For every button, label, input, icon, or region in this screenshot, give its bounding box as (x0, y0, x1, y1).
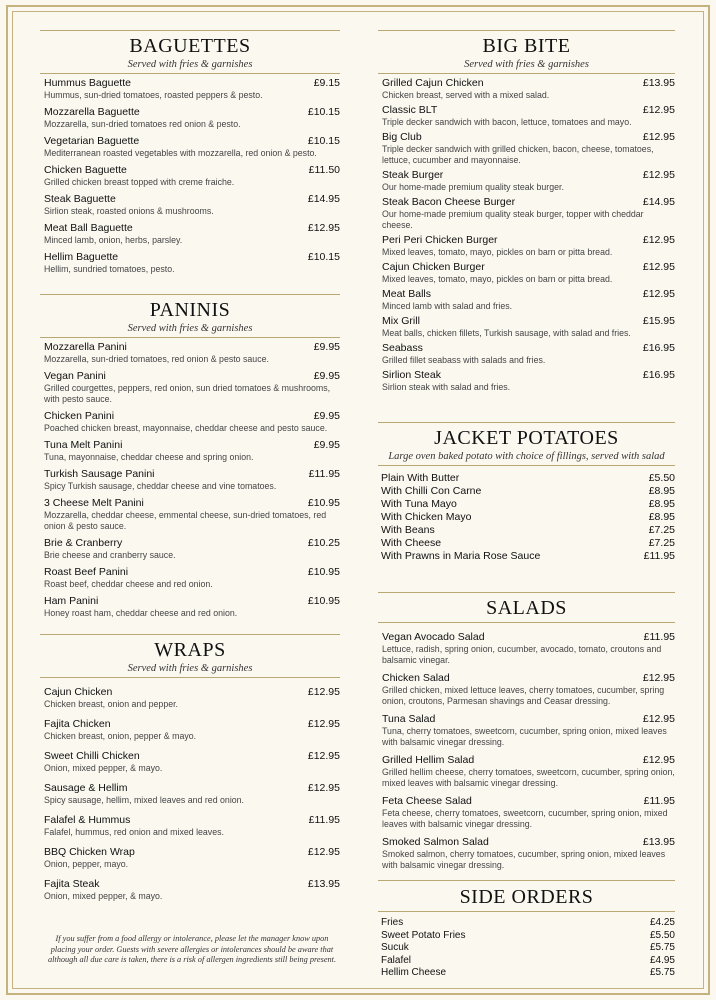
item-name: Brie & Cranberry (44, 537, 123, 549)
left-column (40, 30, 340, 910)
menu-item (381, 550, 675, 563)
menu-item (44, 846, 340, 870)
item-name: Meat Ball Baguette (44, 222, 133, 234)
menu-item (44, 878, 340, 902)
item-name: Steak Burger (382, 169, 444, 181)
section-top-rule (378, 422, 675, 423)
item-name: With Chilli Con Carne (381, 485, 482, 497)
item-name: With Tuna Mayo (381, 498, 457, 510)
item-description: Grilled courgettes, peppers, red onion, sun dried tomatoes & mushrooms, with pesto sauce. (44, 383, 331, 404)
item-name: Grilled Hellim Salad (382, 754, 475, 766)
menu-item-row (44, 222, 340, 235)
menu-item-row (44, 370, 340, 383)
menu-item-row (382, 131, 675, 144)
item-description: Grilled chicken breast topped with creme fraiche. (44, 177, 235, 187)
section-wraps (40, 634, 340, 902)
item-price: £7.25 (648, 524, 675, 536)
item-description: Triple decker sandwich with grilled chicken, bacon, cheese, tomatoes, lettuce, cucumber and mayonnaise. (382, 144, 654, 165)
item-price: £4.95 (649, 954, 675, 966)
item-name: With Cheese (381, 537, 442, 549)
item-name: With Chicken Mayo (381, 511, 472, 523)
item-description: Onion, mixed pepper, & mayo. (44, 891, 163, 901)
item-description: Sirlion steak, roasted onions & mushrooms. (44, 206, 214, 216)
menu-item-row (382, 169, 675, 182)
section-title: SALADS (378, 597, 675, 623)
menu-item (44, 135, 340, 159)
item-name: Steak Baguette (44, 193, 116, 205)
menu-item (44, 439, 340, 463)
item-description: Hellim, sundried tomatoes, pesto. (44, 264, 175, 274)
section-title: BAGUETTES (129, 35, 251, 57)
menu-item (381, 511, 675, 524)
item-price: £9.95 (313, 341, 340, 353)
item-price: £13.95 (642, 77, 675, 89)
menu-item (44, 686, 340, 710)
menu-item (44, 566, 340, 590)
item-name: Turkish Sausage Panini (44, 468, 155, 480)
section-top-rule (40, 294, 340, 295)
item-name: Fries (381, 917, 404, 928)
item-price: £10.95 (307, 566, 340, 578)
item-description: Tuna, mayonnaise, cheddar cheese and spring onion. (44, 452, 254, 462)
item-price: £12.95 (307, 782, 340, 794)
item-description: Our home-made premium quality steak burger, topper with cheddar cheese. (382, 209, 644, 230)
menu-item-row (44, 77, 340, 90)
item-price: £8.95 (648, 485, 675, 497)
menu-item-row (44, 537, 340, 550)
menu-item (44, 164, 340, 188)
menu-item (381, 537, 675, 550)
item-description: Grilled chicken, mixed lettuce leaves, cherry tomatoes, cucumber, spring onion, croutons, Parmesan shavings and Ceasar dressing. (382, 685, 665, 706)
item-name: Cajun Chicken Burger (382, 261, 485, 273)
item-name: Chicken Panini (44, 410, 115, 422)
item-list (40, 686, 340, 902)
item-price: £10.15 (307, 106, 340, 118)
section-baguettes (40, 30, 340, 294)
item-description: Poached chicken breast, mayonnaise, cheddar cheese and pesto sauce. (44, 423, 328, 433)
menu-item (382, 631, 675, 666)
menu-item-row (382, 754, 675, 767)
menu-item (382, 77, 675, 101)
item-list (40, 77, 340, 275)
item-name: Tuna Salad (382, 713, 436, 725)
menu-item (382, 369, 675, 393)
item-name: Chicken Baguette (44, 164, 127, 176)
item-name: Sweet Potato Fries (381, 929, 466, 941)
menu-item (382, 672, 675, 707)
item-description: Our home-made premium quality steak burger. (382, 182, 564, 192)
item-description: Hummus, sun-dried tomatoes, roasted peppers & pesto. (44, 90, 263, 100)
item-price: £12.95 (307, 846, 340, 858)
item-price: £12.95 (642, 288, 675, 300)
menu-item-row (382, 234, 675, 247)
menu-item (44, 222, 340, 246)
menu-item (382, 754, 675, 789)
item-price: £9.95 (313, 410, 340, 422)
item-description: Falafel, hummus, red onion and mixed leaves. (44, 827, 224, 837)
section-top-rule (378, 30, 675, 31)
menu-item-row (44, 193, 340, 206)
menu-item (382, 713, 675, 748)
item-name: Classic BLT (382, 104, 438, 116)
item-list (378, 77, 675, 393)
menu-item (44, 468, 340, 492)
menu-item (382, 315, 675, 339)
menu-item-row (382, 288, 675, 301)
menu-item-row (382, 196, 675, 209)
section-paninis (40, 294, 340, 634)
item-price: £12.95 (642, 104, 675, 116)
item-name: Sirlion Steak (382, 369, 441, 381)
menu-item (44, 537, 340, 561)
item-price: £5.50 (649, 929, 675, 941)
item-price: £5.50 (648, 472, 675, 484)
menu-item (44, 782, 340, 806)
item-name: Sausage & Hellim (44, 782, 128, 794)
section-salads (378, 592, 675, 880)
item-price: £12.95 (642, 234, 675, 246)
section-title: JACKET POTATOES (434, 427, 619, 449)
menu-item-row (382, 369, 675, 382)
item-description: Lettuce, radish, spring onion, cucumber, avocado, tomato, croutons and balsamic vinegar. (382, 644, 662, 665)
section-subtitle: Served with fries & garnishes (40, 322, 340, 338)
menu-item (44, 410, 340, 434)
item-price: £12.95 (642, 754, 675, 766)
item-name: With Prawns in Maria Rose Sauce (381, 550, 541, 562)
menu-item (381, 472, 675, 485)
menu-item (381, 967, 675, 980)
item-price: £13.95 (642, 836, 675, 848)
section-top-rule (378, 880, 675, 881)
item-name: Falafel & Hummus (44, 814, 131, 826)
item-price: £10.15 (307, 135, 340, 147)
section-subtitle: Large oven baked potato with choice of fillings, served with salad (378, 450, 675, 466)
item-name: Ham Panini (44, 595, 99, 607)
item-price: £10.15 (307, 251, 340, 263)
item-price: £9.95 (313, 439, 340, 451)
item-name: Peri Peri Chicken Burger (382, 234, 498, 246)
item-description: Mozzarella, cheddar cheese, emmental cheese, sun-dried tomatoes, red onion & pesto sauce. (44, 510, 327, 531)
item-price: £13.95 (307, 878, 340, 890)
item-name: Sweet Chilli Chicken (44, 750, 140, 762)
item-description: Brie cheese and cranberry sauce. (44, 550, 176, 560)
item-price: £5.75 (649, 967, 675, 978)
item-name: Cajun Chicken (44, 686, 113, 698)
item-name: BBQ Chicken Wrap (44, 846, 135, 858)
item-description: Feta cheese, cherry tomatoes, sweetcorn, cucumber, spring onion, mixed leaves with balsamic vinegar dressing. (382, 808, 668, 829)
item-description: Mixed leaves, tomato, mayo, pickles on barn or pitta bread. (382, 274, 613, 284)
item-name: Falafel (381, 954, 412, 966)
section-subtitle: Served with fries & garnishes (40, 662, 340, 678)
menu-item (381, 485, 675, 498)
item-price: £11.95 (308, 468, 340, 480)
item-name: Sucuk (381, 942, 409, 953)
item-price: £12.95 (642, 261, 675, 273)
item-description: Meat balls, chicken fillets, Turkish sausage, with salad and fries. (382, 328, 631, 338)
menu-item-row (44, 468, 340, 481)
section-jacket-potatoes (378, 422, 675, 592)
menu-item (44, 106, 340, 130)
item-price: £12.95 (642, 713, 675, 725)
item-description: Minced lamb with salad and fries. (382, 301, 513, 311)
menu-item-row (382, 104, 675, 117)
item-description: Spicy Turkish sausage, cheddar cheese and vine tomatoes. (44, 481, 277, 491)
item-price: £14.95 (307, 193, 340, 205)
menu-item (382, 795, 675, 830)
item-price: £4.25 (649, 917, 675, 928)
menu-item (44, 193, 340, 217)
item-description: Chicken breast, onion and pepper. (44, 699, 179, 709)
item-price: £11.95 (643, 795, 675, 807)
menu-item (381, 498, 675, 511)
section-side-orders (378, 880, 675, 980)
item-description: Sirlion steak with salad and fries. (382, 382, 511, 392)
menu-item-row (44, 439, 340, 452)
menu-item (382, 131, 675, 166)
item-description: Grilled fillet seabass with salads and fries. (382, 355, 546, 365)
item-name: Mozzarella Panini (44, 341, 127, 353)
menu-item (381, 524, 675, 537)
menu-item-row (44, 410, 340, 423)
item-name: Fajita Steak (44, 878, 100, 890)
menu-item-row (44, 497, 340, 510)
item-name: Vegetarian Baguette (44, 135, 140, 147)
item-price: £10.25 (307, 537, 340, 549)
item-price: £11.50 (308, 164, 340, 176)
menu-item (382, 836, 675, 871)
menu-item-row (382, 672, 675, 685)
menu-item (381, 942, 675, 955)
menu-item-row (44, 566, 340, 579)
item-list (378, 917, 675, 980)
menu-item (382, 169, 675, 193)
item-price: £12.95 (307, 718, 340, 730)
menu-item-row (44, 750, 340, 763)
menu-item-row (44, 718, 340, 731)
menu-item (382, 288, 675, 312)
menu-item (44, 341, 340, 365)
item-name: Seabass (382, 342, 423, 354)
item-list (378, 631, 675, 871)
menu-item-row (44, 135, 340, 148)
menu-item-row (44, 782, 340, 795)
item-name: Big Club (382, 131, 422, 143)
menu-item (44, 814, 340, 838)
menu-item (381, 917, 675, 930)
menu-item-row (44, 878, 340, 891)
menu-item (382, 196, 675, 231)
menu-item-row (382, 795, 675, 808)
item-price: £12.95 (307, 686, 340, 698)
item-name: Vegan Panini (44, 370, 106, 382)
item-price: £11.95 (643, 631, 675, 643)
section-title: SIDE ORDERS (378, 886, 675, 912)
menu-item (381, 955, 675, 968)
right-column (378, 30, 675, 980)
item-name: Chicken Salad (382, 672, 450, 684)
item-price: £12.95 (307, 750, 340, 762)
item-name: Fajita Chicken (44, 718, 111, 730)
item-list (40, 341, 340, 619)
item-name: Grilled Cajun Chicken (382, 77, 484, 89)
item-description: Smoked salmon, cherry tomatoes, cucumber, spring onion, mixed leaves with balsamic vinegar dressing. (382, 849, 666, 870)
menu-item-row (382, 836, 675, 849)
section-title: WRAPS (154, 639, 226, 661)
menu-item-row (382, 77, 675, 90)
item-price: £12.95 (642, 131, 675, 143)
item-price: £10.95 (307, 595, 340, 607)
menu-item (44, 251, 340, 275)
item-description: Honey roast ham, cheddar cheese and red onion. (44, 608, 238, 618)
item-price: £8.95 (648, 511, 675, 523)
item-name: Mozzarella Baguette (44, 106, 140, 118)
item-description: Minced lamb, onion, herbs, parsley. (44, 235, 183, 245)
item-price: £9.15 (313, 77, 340, 89)
item-price: £14.95 (642, 196, 675, 208)
menu-item (382, 342, 675, 366)
item-price: £16.95 (642, 342, 675, 354)
item-price: £5.75 (649, 942, 675, 953)
menu-item-row (382, 713, 675, 726)
item-price: £8.95 (648, 498, 675, 510)
item-description: Tuna, cherry tomatoes, sweetcorn, cucumber, spring onion, mixed leaves with balsamic vinegar dressing. (382, 726, 667, 747)
section-subtitle: Served with fries & garnishes (378, 58, 675, 74)
item-price: £12.95 (642, 672, 675, 684)
menu-item-row (382, 631, 675, 644)
section-title: PANINIS (149, 299, 231, 321)
menu-item-row (44, 251, 340, 264)
item-description: Mediterranean roasted vegetables with mozzarella, red onion & pesto. (44, 148, 317, 158)
item-name: Vegan Avocado Salad (382, 631, 485, 643)
item-price: £11.95 (308, 814, 340, 826)
menu-item-row (44, 106, 340, 119)
item-description: Mozzarella, sun-dried tomatoes, red onion & pesto sauce. (44, 354, 269, 364)
item-name: Mix Grill (382, 315, 420, 327)
menu-item (44, 595, 340, 619)
item-price: £15.95 (642, 315, 675, 327)
item-name: Steak Bacon Cheese Burger (382, 196, 516, 208)
item-description: Grilled hellim cheese, cherry tomatoes, sweetcorn, cucumber, spring onion, mixed leaves with balsamic vinegar dressing. (382, 767, 675, 788)
menu-item-row (44, 814, 340, 827)
menu-item (382, 234, 675, 258)
section-top-rule (378, 592, 675, 593)
menu-item (44, 370, 340, 405)
menu-item (44, 497, 340, 532)
item-description: Roast beef, cheddar cheese and red onion. (44, 579, 213, 589)
item-list (378, 472, 675, 563)
menu-item (382, 104, 675, 128)
menu-item-row (44, 595, 340, 608)
menu-item (44, 750, 340, 774)
item-description: Spicy sausage, hellim, mixed leaves and red onion. (44, 795, 244, 805)
item-price: £12.95 (307, 222, 340, 234)
item-name: Smoked Salmon Salad (382, 836, 489, 848)
item-name: Hellim Cheese (381, 967, 447, 978)
item-description: Triple decker sandwich with bacon, lettuce, tomatoes and mayo. (382, 117, 632, 127)
item-name: With Beans (381, 524, 435, 536)
item-name: Tuna Melt Panini (44, 439, 123, 451)
menu-item (44, 77, 340, 101)
menu-item (382, 261, 675, 285)
section-top-rule (40, 634, 340, 635)
section-top-rule (40, 30, 340, 31)
menu-item (381, 930, 675, 943)
menu-item-row (382, 261, 675, 274)
item-name: Feta Cheese Salad (382, 795, 472, 807)
item-price: £12.95 (642, 169, 675, 181)
section-big-bite (378, 30, 675, 422)
item-description: Chicken breast, served with a mixed salad. (382, 90, 550, 100)
item-name: Plain With Butter (381, 472, 460, 484)
item-description: Mozzarella, sun-dried tomatoes red onion & pesto. (44, 119, 241, 129)
item-name: Roast Beef Panini (44, 566, 129, 578)
section-title: BIG BITE (482, 35, 571, 57)
menu-item-row (44, 164, 340, 177)
item-description: Mixed leaves, tomato, mayo, pickles on barn or pitta bread. (382, 247, 613, 257)
item-price: £9.95 (313, 370, 340, 382)
menu-item-row (382, 342, 675, 355)
item-name: 3 Cheese Melt Panini (44, 497, 144, 509)
item-name: Meat Balls (382, 288, 432, 300)
section-subtitle: Served with fries & garnishes (40, 58, 340, 74)
menu-item-row (44, 846, 340, 859)
item-description: Onion, pepper, mayo. (44, 859, 129, 869)
menu-item-row (44, 686, 340, 699)
item-name: Hellim Baguette (44, 251, 119, 263)
allergy-note: If you suffer from a food allergy or intolerance, please let the manager know upon placing your order. Guests with severe allergies or intolerances should be aware that although all due care is taken, there is a risk of allergen ingredients still being present. (47, 934, 337, 964)
item-name: Hummus Baguette (44, 77, 131, 89)
item-description: Onion, mixed pepper, & mayo. (44, 763, 163, 773)
item-price: £10.95 (307, 497, 340, 509)
menu-item-row (382, 315, 675, 328)
item-price: £16.95 (642, 369, 675, 381)
item-price: £7.25 (648, 537, 675, 549)
menu-item (44, 718, 340, 742)
menu-item-row (44, 341, 340, 354)
item-description: Chicken breast, onion, pepper & mayo. (44, 731, 197, 741)
item-price: £11.95 (643, 550, 675, 562)
